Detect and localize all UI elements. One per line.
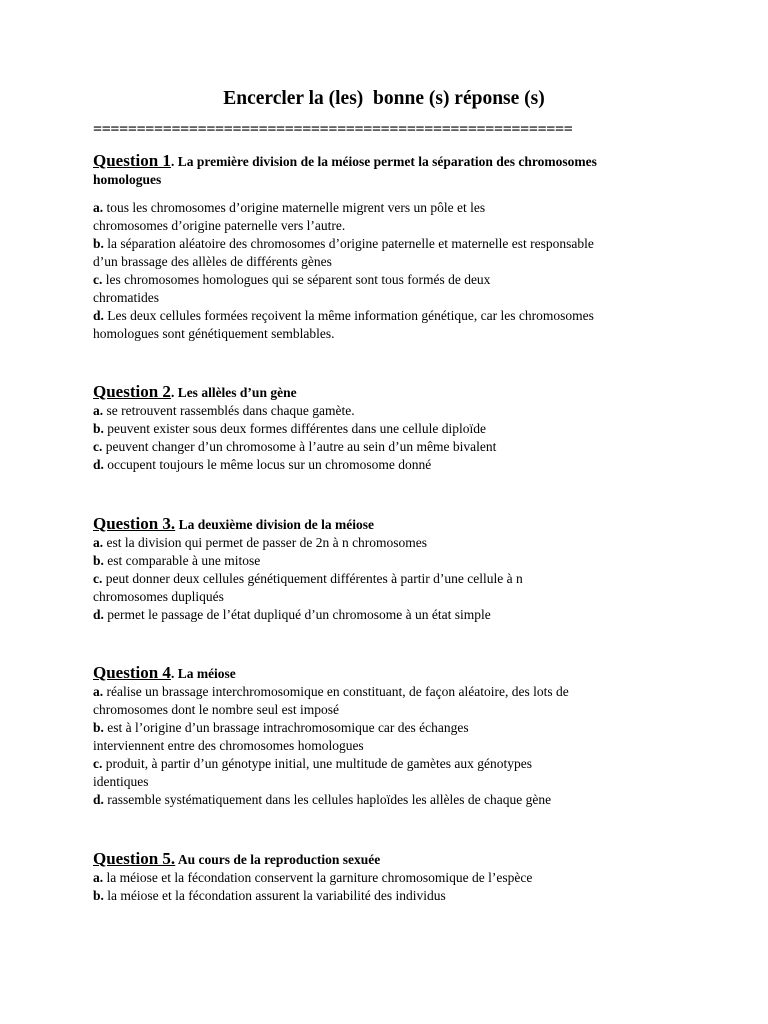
answer-text-line: Les deux cellules formées reçoivent la même information génétique, car les chromosomes	[103, 308, 594, 323]
answer-letter: c.	[93, 272, 103, 287]
question-number: Question 2	[93, 382, 171, 401]
answer-c[interactable]	[93, 271, 683, 307]
answer-text-line: chromosomes d’origine paternelle vers l’autre.	[93, 218, 346, 233]
answer-text-line: chromatides	[93, 290, 159, 305]
answer-c[interactable]	[93, 438, 683, 456]
question-text-line: La première division de la méiose permet la séparation des chromosomes	[177, 154, 597, 169]
question-text-line: La deuxième division de la méiose	[178, 517, 374, 532]
question-1	[93, 152, 683, 343]
question-heading	[93, 850, 683, 869]
answer-c[interactable]	[93, 570, 683, 606]
question-text-line: Les allèles d’un gène	[177, 385, 297, 400]
question-number: Question 3.	[93, 514, 176, 533]
answer-letter: c.	[93, 571, 103, 586]
title-separator: =======================================================	[93, 121, 573, 138]
answer-a[interactable]	[93, 402, 683, 420]
question-heading	[93, 152, 683, 189]
answer-a[interactable]	[93, 534, 683, 552]
answer-letter: b.	[93, 421, 104, 436]
page-title: Encercler la (les) bonne (s) réponse (s)	[223, 88, 545, 109]
question-4	[93, 664, 683, 809]
question-5	[93, 850, 683, 905]
question-heading	[93, 515, 683, 534]
answer-letter: b.	[93, 888, 104, 903]
answer-a[interactable]	[93, 199, 683, 235]
answer-text-line: peut donner deux cellules génétiquement différentes à partir d’une cellule à n	[102, 571, 523, 586]
answer-text-line: tous les chromosomes d’origine maternelle migrent vers un pôle et les	[103, 200, 486, 215]
question-number: Question 5.	[93, 849, 176, 868]
answer-c[interactable]	[93, 755, 683, 791]
answer-text-line: interviennent entre des chromosomes homologues	[93, 738, 364, 753]
answer-text-line: la séparation aléatoire des chromosomes d’origine paternelle et maternelle est responsable	[103, 236, 594, 251]
answer-text-line: est comparable à une mitose	[103, 553, 261, 568]
question-text-line: Au cours de la reproduction sexuée	[177, 852, 381, 867]
answer-text-line: d’un brassage des allèles de différents gènes	[93, 254, 332, 269]
answer-letter: d.	[93, 308, 104, 323]
answer-letter: d.	[93, 607, 104, 622]
answer-letter: a.	[93, 684, 104, 699]
answer-text-line: permet le passage de l’état dupliqué d’un chromosome à un état simple	[103, 607, 491, 622]
answer-text-line: se retrouvent rassemblés dans chaque gamète.	[103, 403, 355, 418]
answer-text-line: occupent toujours le même locus sur un chromosome donné	[103, 457, 432, 472]
question-separator: .	[170, 666, 178, 681]
answer-letter: a.	[93, 870, 104, 885]
answer-b[interactable]	[93, 887, 683, 905]
answer-b[interactable]	[93, 420, 683, 438]
question-heading	[93, 383, 683, 402]
answer-a[interactable]	[93, 683, 683, 719]
answer-b[interactable]	[93, 235, 683, 271]
answer-letter: b.	[93, 720, 104, 735]
answer-text-line: est la division qui permet de passer de 2n à n chromosomes	[103, 535, 428, 550]
answer-b[interactable]	[93, 719, 683, 755]
question-number: Question 1	[93, 151, 171, 170]
answer-text-line: peuvent exister sous deux formes différentes dans une cellule diploïde	[103, 421, 487, 436]
answer-letter: b.	[93, 553, 104, 568]
answer-letter: d.	[93, 457, 104, 472]
answer-text-line: homologues sont génétiquement semblables.	[93, 326, 335, 341]
answer-letter: a.	[93, 535, 104, 550]
answer-text-line: identiques	[93, 774, 149, 789]
answer-text-line: est à l’origine d’un brassage intrachromosomique car des échanges	[103, 720, 469, 735]
answer-d[interactable]	[93, 307, 683, 343]
answer-d[interactable]	[93, 606, 683, 624]
answer-text-line: la méiose et la fécondation assurent la variabilité des individus	[103, 888, 446, 903]
answer-letter: d.	[93, 792, 104, 807]
question-text-line: La méiose	[177, 666, 236, 681]
question-separator: .	[170, 154, 178, 169]
answer-text-line: rassemble systématiquement dans les cellules haploïdes les allèles de chaque gène	[103, 792, 552, 807]
answer-text-line: réalise un brassage interchromosomique en constituant, de façon aléatoire, des lots de	[103, 684, 569, 699]
answer-d[interactable]	[93, 791, 683, 809]
answer-text-line: produit, à partir d’un génotype initial, une multitude de gamètes aux génotypes	[102, 756, 533, 771]
answer-letter: b.	[93, 236, 104, 251]
answer-letter: c.	[93, 756, 103, 771]
answer-letter: a.	[93, 200, 104, 215]
answer-text-line: chromosomes dupliqués	[93, 589, 224, 604]
question-separator: .	[170, 385, 178, 400]
answer-text-line: les chromosomes homologues qui se séparent sont tous formés de deux	[102, 272, 491, 287]
question-2	[93, 383, 683, 474]
answer-b[interactable]	[93, 552, 683, 570]
answer-text-line: chromosomes dont le nombre seul est imposé	[93, 702, 339, 717]
answer-text-line: la méiose et la fécondation conservent la garniture chromosomique de l’espèce	[103, 870, 533, 885]
answer-letter: c.	[93, 439, 103, 454]
question-number: Question 4	[93, 663, 171, 682]
answer-d[interactable]	[93, 456, 683, 474]
question-text-line: homologues	[93, 172, 162, 187]
answer-letter: a.	[93, 403, 104, 418]
question-heading	[93, 664, 683, 683]
answer-a[interactable]	[93, 869, 683, 887]
question-3	[93, 515, 683, 624]
answer-text-line: peuvent changer d’un chromosome à l’autre au sein d’un même bivalent	[102, 439, 497, 454]
